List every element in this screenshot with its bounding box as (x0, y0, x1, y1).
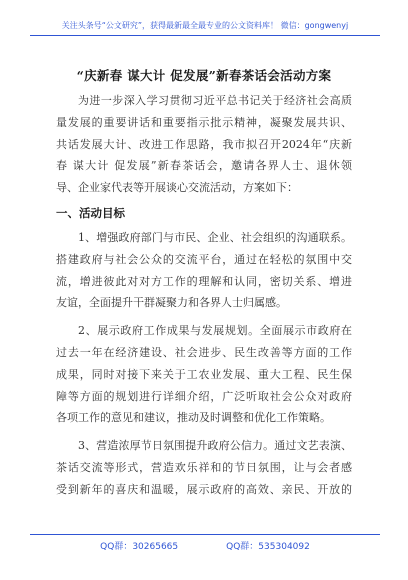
paragraph-line: 各项工作的意见和建议，推动及时调整和优化工作策略。 (56, 411, 331, 425)
paragraph-line: 流，增进彼此对对方工作的理解和认同，密切关系、增进 (56, 274, 352, 288)
paragraph-line: 3、营造浓厚节日氛围提升政府公信力。通过文艺表演、 (78, 439, 352, 453)
footer-qq-group-2: QQ群：535304092 (226, 542, 310, 552)
paragraph-line: 为进一步深入学习贯彻习近平总书记关于经济社会高质 (78, 94, 352, 107)
header-banner: 关注头条号“公文研究”，获得最新最全最专业的公文资料库！ 微信：gongwenyj (30, 20, 380, 36)
paragraph-line: 过去一年在经济建设、社会进步、民生改善等方面的工作 (56, 345, 352, 359)
paragraph-line: 春 谋大计 促发展”新春茶话会，邀请各界人士、退休领 (56, 159, 352, 173)
document-title: “庆新春 谋大计 促发展”新春茶话会活动方案 (76, 68, 332, 83)
paragraph-line: 茶话交流等形式，营造欢乐祥和的节日氛围，让与会者感 (56, 460, 352, 474)
footer-qq-group-1: QQ群：30265665 (100, 542, 179, 552)
paragraph-line: 导、企业家代表等开展谈心交流活动，方案如下： (56, 181, 298, 195)
intro-paragraph (56, 90, 352, 199)
goal-paragraph-3 (56, 435, 352, 500)
footer-bar (30, 534, 380, 552)
section-heading: 一、活动目标 (56, 205, 125, 220)
paragraph-line: 搭建政府与社会公众的交流平台，通过在轻松的氛围中交 (56, 252, 352, 266)
paragraph-line: 友谊，全面提升干群凝聚力和各界人士归属感。 (56, 296, 287, 310)
paragraph-line: 量发展的重要讲话和重要指示批示精神，凝聚发展共识、 (56, 115, 352, 129)
paragraph-line: 1、增强政府部门与市民、企业、社会组织的沟通联系。 (78, 230, 352, 244)
paragraph-line: 2、展示政府工作成果与发展规划。全面展示市政府在 (78, 324, 352, 338)
paragraph-line: 共话发展大计、改进工作思路，我市拟召开2024年“庆新 (56, 137, 352, 151)
goal-paragraph-2 (56, 320, 352, 429)
goal-paragraph-1 (56, 227, 352, 314)
paragraph-line: 障等方面的规划进行详细介绍，广泛听取社会公众对政府 (56, 389, 352, 403)
paragraph-line: 受到新年的喜庆和温暖，展示政府的高效、亲民、开放的 (56, 482, 352, 496)
document-body (56, 90, 352, 501)
paragraph-line: 成果，同时对接下来关于工农业发展、重大工程、民生保 (56, 367, 352, 381)
